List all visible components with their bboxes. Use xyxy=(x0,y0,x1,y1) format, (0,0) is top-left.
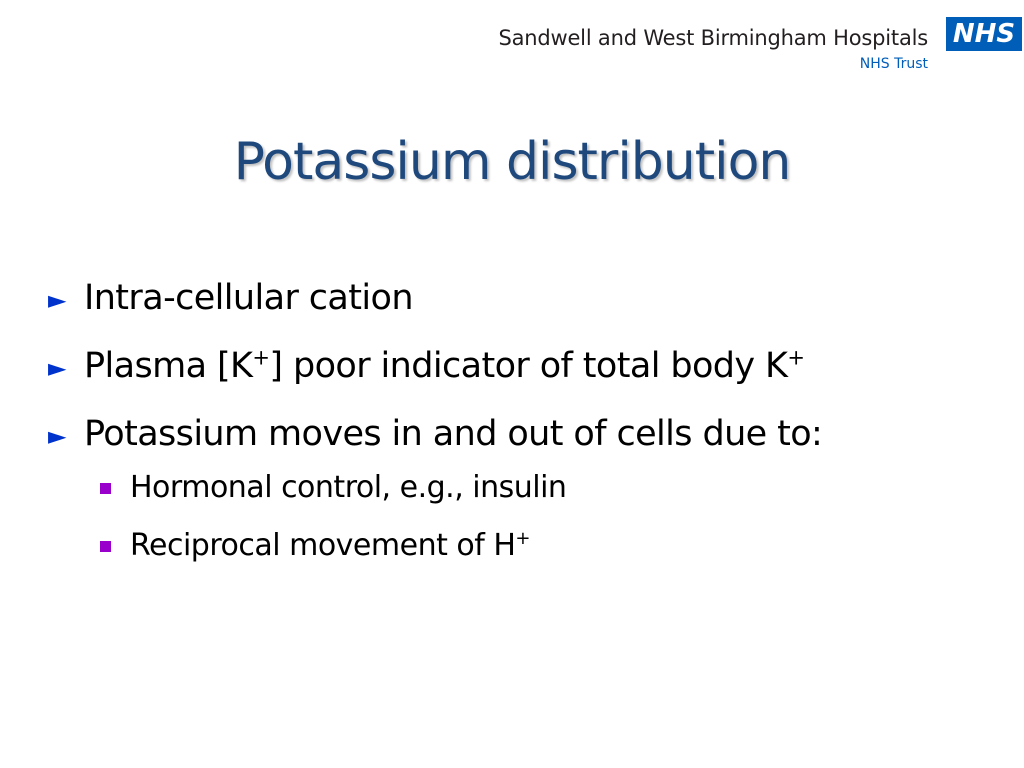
sub-bullet-item xyxy=(48,526,1008,584)
nhs-logo: NHS xyxy=(946,17,1022,51)
bullet-list xyxy=(48,276,1008,584)
org-name: Sandwell and West Birmingham Hospitals xyxy=(498,26,928,50)
sub-bullet-item xyxy=(48,468,1008,526)
triangle-bullet-icon: ► xyxy=(48,286,66,314)
superscript-plus: + xyxy=(252,345,270,370)
square-bullet-icon xyxy=(100,483,111,494)
triangle-bullet-icon: ► xyxy=(48,354,66,382)
bullet-item xyxy=(48,276,1008,344)
triangle-bullet-icon: ► xyxy=(48,422,66,450)
superscript-plus: + xyxy=(515,528,530,549)
bullet-text-part: ] poor indicator of total body K xyxy=(269,346,788,386)
bullet-text: Potassium moves in and out of cells due to: xyxy=(84,414,823,454)
square-bullet-icon xyxy=(100,541,111,552)
slide-title: Potassium distribution xyxy=(233,132,791,192)
bullet-text-part: Plasma [K xyxy=(84,346,253,386)
sub-bullet-text-part: Reciprocal movement of H xyxy=(130,528,516,563)
bullet-item xyxy=(48,344,1008,412)
superscript-plus: + xyxy=(787,345,805,370)
header xyxy=(0,14,1024,84)
sub-bullet-text: Hormonal control, e.g., insulin xyxy=(130,470,567,505)
bullet-text: Intra-cellular cation xyxy=(84,278,413,318)
org-subtitle: NHS Trust xyxy=(859,56,928,72)
